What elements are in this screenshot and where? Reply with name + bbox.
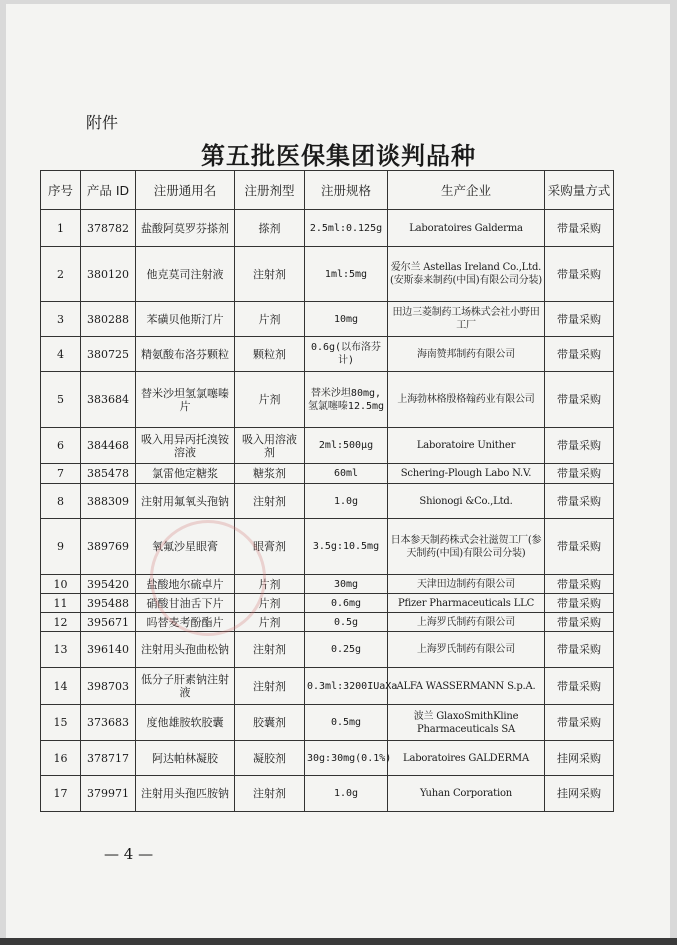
cell-id: 384468	[81, 428, 136, 464]
page-number: — 4 —	[104, 845, 154, 863]
scanner-edge	[0, 938, 677, 945]
cell-id: 385478	[81, 464, 136, 484]
cell-spec: 0.5mg	[305, 705, 388, 741]
cell-method: 挂网采购	[545, 776, 614, 812]
cell-maker: 上海罗氏制药有限公司	[388, 613, 545, 632]
cell-id: 380725	[81, 337, 136, 372]
cell-method: 带量采购	[545, 484, 614, 519]
cell-method: 带量采购	[545, 210, 614, 247]
cell-method: 带量采购	[545, 464, 614, 484]
table-row	[41, 519, 614, 575]
cell-form: 颗粒剂	[235, 337, 305, 372]
cell-no: 10	[41, 575, 81, 594]
cell-name: 吗替麦考酚酯片	[136, 613, 235, 632]
cell-name: 阿达帕林凝胶	[136, 741, 235, 776]
cell-maker: Laboratoires Galderma	[388, 210, 545, 247]
table-row	[41, 428, 614, 464]
cell-method: 带量采购	[545, 668, 614, 705]
cell-maker: ALFA WASSERMANN S.p.A.	[388, 668, 545, 705]
cell-id: 388309	[81, 484, 136, 519]
cell-maker: Laboratoire Unither	[388, 428, 545, 464]
cell-spec: 30mg	[305, 575, 388, 594]
cell-method: 带量采购	[545, 594, 614, 613]
header-cell: 采购量方式	[545, 171, 614, 210]
cell-name: 精氨酸布洛芬颗粒	[136, 337, 235, 372]
cell-spec: 3.5g:10.5mg	[305, 519, 388, 575]
header-cell: 注册通用名	[136, 171, 235, 210]
cell-no: 9	[41, 519, 81, 575]
cell-name: 盐酸地尔硫卓片	[136, 575, 235, 594]
cell-method: 带量采购	[545, 337, 614, 372]
cell-form: 注射剂	[235, 668, 305, 705]
cell-maker: 海南赞邦制药有限公司	[388, 337, 545, 372]
cell-method: 带量采购	[545, 247, 614, 302]
cell-method: 带量采购	[545, 613, 614, 632]
cell-form: 片剂	[235, 372, 305, 428]
cell-spec: 0.6g(以布洛芬计)	[305, 337, 388, 372]
cell-form: 片剂	[235, 613, 305, 632]
cell-id: 395420	[81, 575, 136, 594]
cell-no: 13	[41, 632, 81, 668]
cell-name: 苯磺贝他斯汀片	[136, 302, 235, 337]
table-row	[41, 741, 614, 776]
cell-no: 4	[41, 337, 81, 372]
cell-id: 378782	[81, 210, 136, 247]
cell-form: 注射剂	[235, 484, 305, 519]
cell-no: 8	[41, 484, 81, 519]
cell-method: 带量采购	[545, 519, 614, 575]
cell-no: 12	[41, 613, 81, 632]
cell-name: 氧氟沙星眼膏	[136, 519, 235, 575]
cell-name: 注射用氟氧头孢钠	[136, 484, 235, 519]
cell-no: 16	[41, 741, 81, 776]
cell-name: 盐酸阿莫罗芬搽剂	[136, 210, 235, 247]
cell-spec: 0.25g	[305, 632, 388, 668]
table-row	[41, 372, 614, 428]
cell-id: 378717	[81, 741, 136, 776]
cell-method: 带量采购	[545, 705, 614, 741]
table-row	[41, 575, 614, 594]
cell-spec: 1ml:5mg	[305, 247, 388, 302]
cell-spec: 替米沙坦80mg,氢氯噻嗪12.5mg	[305, 372, 388, 428]
cell-method: 挂网采购	[545, 741, 614, 776]
cell-form: 注射剂	[235, 776, 305, 812]
cell-method: 带量采购	[545, 302, 614, 337]
cell-maker: Schering-Plough Labo N.V.	[388, 464, 545, 484]
cell-name: 吸入用异丙托溴铵溶液	[136, 428, 235, 464]
cell-maker: 田边三菱制药工场株式会社小野田工厂	[388, 302, 545, 337]
cell-no: 7	[41, 464, 81, 484]
cell-spec: 0.5g	[305, 613, 388, 632]
table-row	[41, 247, 614, 302]
cell-spec: 2ml:500μg	[305, 428, 388, 464]
cell-maker: 波兰 GlaxoSmithKline Pharmaceuticals SA	[388, 705, 545, 741]
cell-id: 380120	[81, 247, 136, 302]
cell-spec: 30g:30mg(0.1%)	[305, 741, 388, 776]
table-header-row	[41, 171, 614, 210]
table-row	[41, 776, 614, 812]
cell-no: 6	[41, 428, 81, 464]
cell-name: 氯雷他定糖浆	[136, 464, 235, 484]
cell-form: 搽剂	[235, 210, 305, 247]
cell-maker: 爱尔兰 Astellas Ireland Co.,Ltd.(安斯泰来制药(中国)有限公司分装)	[388, 247, 545, 302]
cell-form: 片剂	[235, 575, 305, 594]
cell-form: 片剂	[235, 594, 305, 613]
table-row	[41, 613, 614, 632]
table-row	[41, 302, 614, 337]
cell-name: 硝酸甘油舌下片	[136, 594, 235, 613]
cell-spec: 10mg	[305, 302, 388, 337]
cell-spec: 2.5ml:0.125g	[305, 210, 388, 247]
cell-spec: 1.0g	[305, 776, 388, 812]
cell-no: 11	[41, 594, 81, 613]
cell-form: 注射剂	[235, 632, 305, 668]
cell-name: 注射用头孢曲松钠	[136, 632, 235, 668]
header-cell: 产品 ID	[81, 171, 136, 210]
cell-no: 2	[41, 247, 81, 302]
table-row	[41, 594, 614, 613]
cell-spec: 0.6mg	[305, 594, 388, 613]
cell-id: 389769	[81, 519, 136, 575]
table-row	[41, 705, 614, 741]
cell-maker: 上海罗氏制药有限公司	[388, 632, 545, 668]
cell-id: 383684	[81, 372, 136, 428]
cell-name: 替米沙坦氢氯噻嗪片	[136, 372, 235, 428]
cell-maker: Yuhan Corporation	[388, 776, 545, 812]
cell-no: 3	[41, 302, 81, 337]
cell-method: 带量采购	[545, 428, 614, 464]
table-row	[41, 210, 614, 247]
attachment-label: 附件	[86, 113, 119, 132]
drug-table	[40, 170, 614, 812]
cell-name: 度他雄胺软胶囊	[136, 705, 235, 741]
cell-maker: Shionogi &Co.,Ltd.	[388, 484, 545, 519]
header-cell: 注册规格	[305, 171, 388, 210]
cell-id: 396140	[81, 632, 136, 668]
cell-spec: 1.0g	[305, 484, 388, 519]
cell-form: 片剂	[235, 302, 305, 337]
cell-no: 14	[41, 668, 81, 705]
cell-form: 糖浆剂	[235, 464, 305, 484]
cell-id: 398703	[81, 668, 136, 705]
cell-id: 395671	[81, 613, 136, 632]
cell-method: 带量采购	[545, 632, 614, 668]
table-row	[41, 632, 614, 668]
cell-spec: 60ml	[305, 464, 388, 484]
cell-form: 凝胶剂	[235, 741, 305, 776]
cell-maker: Laboratoires GALDERMA	[388, 741, 545, 776]
cell-no: 5	[41, 372, 81, 428]
cell-form: 眼膏剂	[235, 519, 305, 575]
cell-id: 395488	[81, 594, 136, 613]
cell-maker: Pfizer Pharmaceuticals LLC	[388, 594, 545, 613]
cell-form: 注射剂	[235, 247, 305, 302]
table-row	[41, 337, 614, 372]
cell-no: 1	[41, 210, 81, 247]
header-cell: 生产企业	[388, 171, 545, 210]
cell-no: 17	[41, 776, 81, 812]
cell-name: 低分子肝素钠注射液	[136, 668, 235, 705]
cell-spec: 0.3ml:3200IUaXa	[305, 668, 388, 705]
cell-maker: 上海勃林格殷格翰药业有限公司	[388, 372, 545, 428]
faded-seal-stamp	[150, 520, 266, 636]
cell-id: 379971	[81, 776, 136, 812]
header-cell: 注册剂型	[235, 171, 305, 210]
cell-method: 带量采购	[545, 575, 614, 594]
cell-id: 380288	[81, 302, 136, 337]
cell-form: 胶囊剂	[235, 705, 305, 741]
cell-name: 他克莫司注射液	[136, 247, 235, 302]
cell-maker: 日本参天制药株式会社滋贺工厂(参天制药(中国)有限公司分装)	[388, 519, 545, 575]
cell-maker: 天津田边制药有限公司	[388, 575, 545, 594]
table-row	[41, 484, 614, 519]
header-cell: 序号	[41, 171, 81, 210]
table-row	[41, 668, 614, 705]
cell-form: 吸入用溶液剂	[235, 428, 305, 464]
cell-name: 注射用头孢匹胺钠	[136, 776, 235, 812]
cell-method: 带量采购	[545, 372, 614, 428]
cell-id: 373683	[81, 705, 136, 741]
cell-no: 15	[41, 705, 81, 741]
table-row	[41, 464, 614, 484]
document-title: 第五批医保集团谈判品种	[201, 141, 476, 170]
